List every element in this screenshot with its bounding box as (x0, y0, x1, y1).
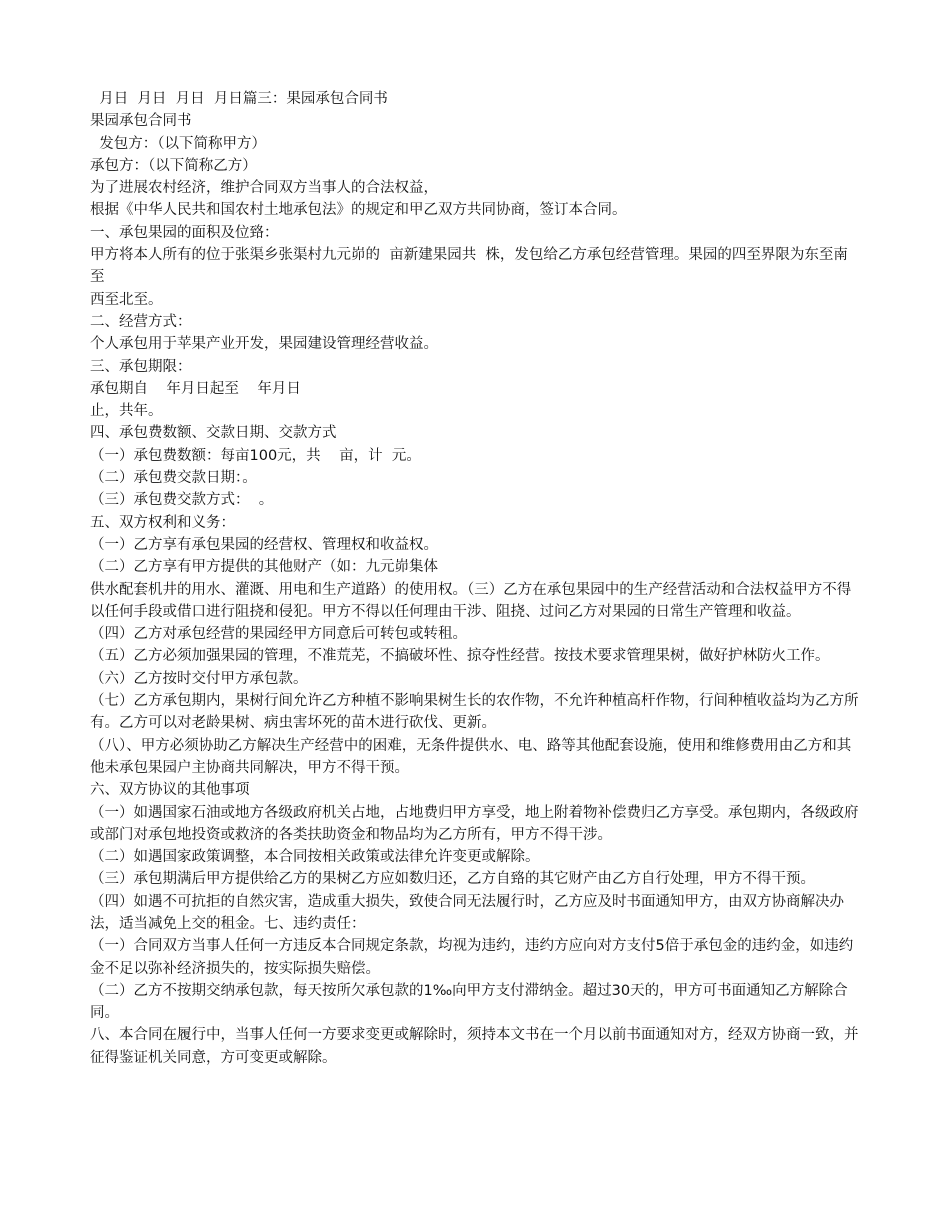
clause: （一）承包费数额：每亩100元，共 亩，计 元。 (90, 447, 421, 464)
section-heading: 三、承包期限： (90, 358, 192, 375)
clause: （二）承包费交款日期：。 (90, 470, 257, 487)
clause: （一）合同双方当事人任何一方违反本合同规定条款，均视为违约，违约方应向对方支付5倍于承包金的违约金，如违约金不足以弥补经济损失的，按实际损失赔偿。 (90, 938, 854, 977)
clause: （三）承包费交款方式： 。 (90, 492, 274, 509)
clause: （二）如遇国家政策调整，本合同按相关政策或法律允许变更或解除。 (90, 849, 540, 866)
section-heading: 二、经营方式： (90, 313, 192, 330)
clause: （七）乙方承包期内，果树行间允许乙方种植不影响果树生长的农作物，不允许种植高杆作物，行间种植收益均为乙方所有。乙方可以对老龄果树、病虫害坏死的苗木进行砍伐、更新。 (90, 693, 859, 732)
paragraph: 承包期自 年月日起至 年月日 (90, 380, 301, 397)
paragraph: 止，共年。 (90, 403, 163, 420)
clause: （六）乙方按时交付甲方承包款。 (90, 670, 308, 687)
section-heading: 六、双方协议的其他事项 (90, 782, 250, 799)
contract-party-issuer: 发包方：（以下简称甲方） (90, 135, 266, 152)
section-heading: 五、双方权利和义务： (90, 514, 235, 531)
clause: （二）乙方享有甲方提供的其他财产（如：九元峁集体 (90, 559, 438, 576)
clause: （五）乙方必须加强果园的管理，不准荒芜，不搞破坏性、掠夺性经营。按技术要求管理果树，做好护林防火工作。 (90, 648, 830, 665)
preamble-line: 为了进展农村经济，维护合同双方当事人的合法权益， (90, 180, 438, 197)
clause: （四）如遇不可抗拒的自然灾害，造成重大损失，致使合同无法履行时，乙方应及时书面通知甲方，由双方协商解决办法，适当减免上交的租金。七、违约责任： (90, 893, 844, 932)
heading-line: 月日 月日 月日 月日篇三：果园承包合同书 (90, 91, 388, 107)
clause: （二）乙方不按期交纳承包款，每天按所欠承包款的1‰向甲方支付滞纳金。超过30天的，甲方可书面通知乙方解除合同。 (90, 982, 848, 1022)
preamble-line: 根据《中华人民共和国农村土地承包法》的规定和甲乙双方共同协商，签订本合同。 (90, 202, 627, 219)
paragraph: 个人承包用于苹果产业开发，果园建设管理经营收益。 (90, 336, 438, 353)
paragraph: 西至北至。 (90, 291, 163, 308)
clause: 供水配套机井的用水、灌溉、用电和生产道路）的使用权。（三）乙方在承包果园中的生产经营活动和合法权益甲方不得以任何手段或借口进行阻挠和侵犯。甲方不得以任何理由干涉、阻挠、过问乙方对果园的日常生产管理和收益。 (90, 581, 852, 620)
section-heading: 四、承包费数额、交款日期、交款方式 (90, 425, 337, 442)
section-heading: 一、承包果园的面积及位臵： (90, 224, 279, 241)
document-title: 果园承包合同书 (90, 113, 192, 130)
section-heading: 八、本合同在履行中，当事人任何一方要求变更或解除时，须持本文书在一个月以前书面通知对方，经双方协商一致，并征得鉴证机关同意，方可变更或解除。 (90, 1027, 859, 1066)
clause: （八）、甲方必须协助乙方解决生产经营中的困难，无条件提供水、电、路等其他配套设施，使用和维修费用由乙方和其他未承包果园户主协商共同解决，甲方不得干预。 (90, 737, 852, 776)
clause: （三）承包期满后甲方提供给乙方的果树乙方应如数归还，乙方自臵的其它财产由乙方自行处理，甲方不得干预。 (90, 871, 815, 888)
contract-party-contractor: 承包方：（以下简称乙方） (90, 157, 257, 174)
clause: （一）乙方享有承包果园的经营权、管理权和收益权。 (90, 536, 438, 553)
paragraph: 甲方将本人所有的位于张渠乡张渠村九元峁的 亩新建果园共 株，发包给乙方承包经营管理。果园的四至界限为东至南至 (90, 247, 848, 286)
clause: （四）乙方对承包经营的果园经甲方同意后可转包或转租。 (90, 626, 467, 643)
document-body (90, 88, 860, 1069)
clause: （一）如遇国家石油或地方各级政府机关占地，占地费归甲方享受，地上附着物补偿费归乙方享受。承包期内，各级政府或部门对承包地投资或救济的各类扶助资金和物品均为乙方所有，甲方不得干涉。 (90, 804, 859, 843)
